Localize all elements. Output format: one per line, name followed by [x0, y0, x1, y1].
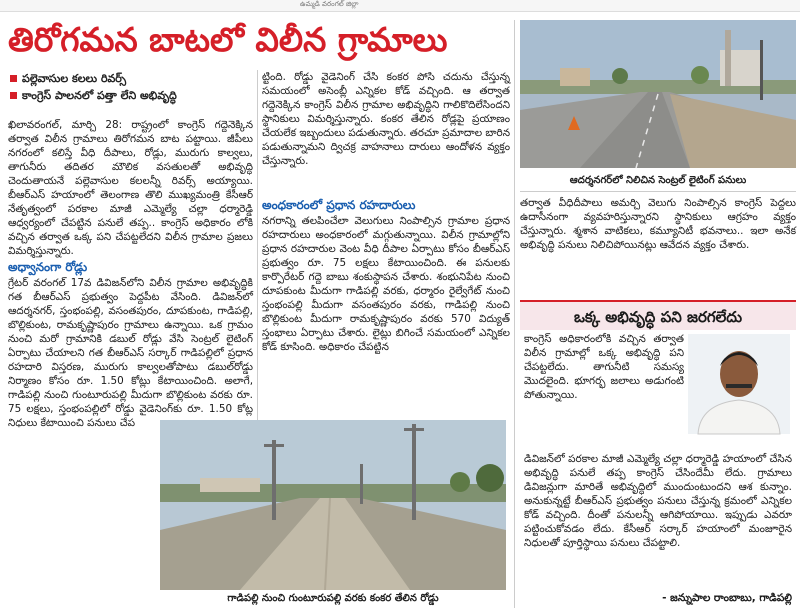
sub-bullets: [8, 70, 253, 104]
masthead-text: ఉమ్మడి వరంగల్ జిల్లా: [300, 0, 359, 8]
sidebox-byline: - జన్నుపాల రాంబాబు, గాడిపల్లి: [662, 592, 792, 604]
subhead-roads: అధ్వానంగా రోడ్లు: [8, 260, 88, 274]
sidebox-text-bottom: [524, 452, 792, 590]
sidebox-text-top: [524, 332, 684, 452]
sidebox-title: ఒక్క అభివృద్ధి పని జరగలేదు: [520, 300, 796, 330]
photo-caption-1: ఆదర్శనగర్‌లో నిలిచిన సెంట్రల్ లైటింగ్ పనులు: [520, 170, 796, 192]
photo-adarshanagar: [520, 20, 796, 168]
person-portrait-image: [688, 334, 790, 434]
article-column-1-bottom: [8, 420, 154, 606]
article-para-roads: గ్రేటర్ వరంగల్ 17వ డివిజన్‌లోని విలీన గ్రామాల అభివృద్ధికి గత బీఆర్ఎస్ ప్రభుత్వం పెద్దపీట వేసింది. డివిజన్‌లో ఆదర్శనగర్, స్తంభంపల్లి, వసంతపురం, దూపకుంట, గాడిపల్లి, బొల్లికుంట, రామకృష్ణాపురం గ్రామాలు ఉన్నాయి. ఒక గ్రామం నుంచి మరో గ్రామానికి డబుల్ రోడ్లు వేసి సెంట్రల్ లైటింగ్ ఏర్పాటు చేయాలని గత బీఆర్ఎస్ సర్కార్ గాడిపల్లిలో ప్రధాన రహదారి విస్తరణ, మురుగు కాల్వలతోపాటు డబుల్‌రోడ్డు నిర్మాణం కోసం రూ. 1.50 కోట్లు కేటాయించింది. అలాగే, గాడిపల్లి నుంచి గుంటూరుపల్లి మీదుగా బొల్లికుంట వరకు రూ. 75 లక్షలు, స్తంభంపల్లిలో రోడ్డు వైడెనింగ్‌కు రూ. 1.50 కోట్ల నిధులు కేటాయించి పనులు చేప: [8, 277, 253, 429]
article-column-2-top: [262, 70, 510, 200]
sidebox-para-2: డివిజన్‌లో పరకాల మాజీ ఎమ్మెల్యే చల్లా ధర్మారెడ్డి హయాంలో చేసిన అభివృద్ధి పనులే తప్ప కాంగ్రెస్ చేసిందేమీ లేదు. గ్రామాలు డివిజన్లుగా మారితే అభివృద్ధిలో ముందుంటుందని ఆశ కున్నాం. అనుకున్నట్టే బీఆర్ఎస్ ప్రభుత్వం పనులు చేస్తున్న క్రమంలో ఎన్నికల కోడ్ వచ్చింది. దీంతో పనులన్నీ ఆగిపోయాయి. ఇప్పుడు ఎవరూ పట్టించుకోవడం లేదు. కేసీఆర్ సర్కార్ హయాంలో మంజూరైన నిధులతో పూర్తిస్థాయి పనులు చేపట్టాలి.: [524, 453, 792, 549]
masthead-strip: [0, 0, 800, 12]
road-scene-image: [520, 20, 796, 168]
article-para-continued: ట్టింది. రోడ్డు వైడెనింగ్ చేసి కంకర పోసి చదును చేస్తున్న సమయంలో అసెంబ్లీ ఎన్నికల కోడ్ వచ్చింది. ఆ తర్వాత గద్దెనెక్కిన కాంగ్రెస్ విలీన గ్రామాల అభివృద్ధిని గాలికొదిలేసిందని స్థానికులు విమర్శిస్తున్నారు. కంకర తేలిన రోడ్లపై ప్రయాణం చేయలేక ఇబ్బందులు పడుతున్నారు. తరచూ ప్రమాదాల బారిన పడుతున్నామని ద్విచక్ర వాహనాలు దారులు ఆందోళన వ్యక్తం చేస్తున్నారు.: [262, 71, 510, 167]
column-divider: [257, 70, 258, 420]
photo-gadipalli-road: [160, 420, 506, 590]
bullet-text: కాంగ్రెస్ పాలనలో పత్తా లేని అభివృద్ధి: [22, 89, 177, 102]
article-para-end: తర్వాత వీధిదీపాలు అమర్చి వెలుగు నింపాల్సిన కాంగ్రెస్ పెద్దలు ఉదాసీనంగా వ్యవహరిస్తున్నారని స్థానికులు ఆగ్రహం వ్యక్తం చేస్తున్నారు. శ్మశాన వాటికలు, కమ్యూనిటీ భవనాలు.. ఇలా అనేక అభివృద్ధి పనులు నిలిచిపోయినట్లు ఆవేదన వ్యక్తం చేశారు.: [520, 197, 796, 251]
bullet-square-icon: [10, 75, 17, 82]
bullet-text: పల్లెవాసుల కలలు రివర్స్: [22, 72, 127, 85]
bullet-item: [8, 70, 253, 87]
photo-caption-2: గాడిపల్లి నుంచి గుంటూరుపల్లి వరకు కంకర తేలిన రోడ్డు: [227, 593, 439, 604]
article-column-2: [262, 196, 510, 416]
bullet-square-icon: [10, 92, 17, 99]
article-column-1: [8, 118, 253, 429]
article-lead: ఖిలావరంగల్, మార్చి 28: రాష్ట్రంలో కాంగ్రెస్ గద్దెనెక్కిన తర్వాత విలీన గ్రామాలు తిరోగమన బాట పట్టాయి. జీపీలు నగరంలో కలిస్తే వీధి దీపాలు, రోడ్లు, మురుగు కాల్వలు, తాగునీరు తదితర మౌలిక వసతులతో అభివృద్ధి చెందుతాయనే పల్లెవాసుల కలలన్నీ రివర్స్ అయ్యాయి. బీఆర్ఎస్ హయాంలో తెలంగాణ తొలి ముఖ్యమంత్రి కేసీఆర్ నేతృత్వంలో పరకాల మాజీ ఎమ్మెల్యే చల్లా ధర్మారెడ్డి ఆధ్వర్యంలో చేపట్టిన పనులే తప్ప.. కాంగ్రెస్ అధికారం లోకి వచ్చిన తర్వాత ఒక్క పని చేపట్టలేదని విలీన గ్రామాల ప్రజలు విమర్శిస్తున్నారు.: [8, 119, 253, 257]
column-divider: [514, 20, 515, 608]
portrait-photo: [688, 334, 790, 434]
gravel-road-image: [160, 420, 506, 590]
article-para-lights: నగరాన్ని తలపించేలా వెలుగులు నింపాల్సిన గ్రామాల ప్రధాన రహదారులు అంధకారంలో మగ్గుతున్నాయి. విలీన గ్రామాల్లోని ప్రధాన రహదారుల వెంట వీధి దీపాల ఏర్పాటు కోసం బీఆర్ఎస్ ప్రభుత్వం రూ. 75 లక్షలు కేటాయించింది. ఈ పనులకు కార్పొరేటర్ గద్దె బాబు శంకుస్థాపన చేశారు. శంభునిపేట నుంచి దూపకుంట మీదుగా గాడిపల్లి వరకు, ధర్మారం రైల్వేగేట్ నుంచి స్తంభంపల్లి మీదుగా వసంతపురం వరకు, గాడిపల్లి నుంచి బొల్లికుంట మీదుగా రామకృష్ణాపురం వరకు 570 విద్యుత్ స్తంభాలు ఏర్పాటు చేశారు. లైట్లు బిగించే సమయంలో ఎన్నికల కోడ్ కూసింది. అధికారం చేపట్టిన: [262, 215, 510, 353]
sidebox-para-1: కాంగ్రెస్ అధికారంలోకి వచ్చిన తర్వాత విలీన గ్రామాల్లో ఒక్క అభివృద్ధి పని చేపట్టలేదు. తాగునీటి సమస్య మొదలైంది. భూగర్భ జలాలు అడుగంటి పోతున్నాయి.: [524, 333, 684, 401]
bullet-item: [8, 87, 253, 104]
article-column-3-top: [520, 196, 796, 296]
headline: తిరోగమన బాటలో విలీన గ్రామాలు: [8, 20, 448, 59]
subhead-darkness: అంధకారంలో ప్రధాన రహదారులు: [262, 198, 416, 212]
sidebox: [520, 332, 796, 608]
